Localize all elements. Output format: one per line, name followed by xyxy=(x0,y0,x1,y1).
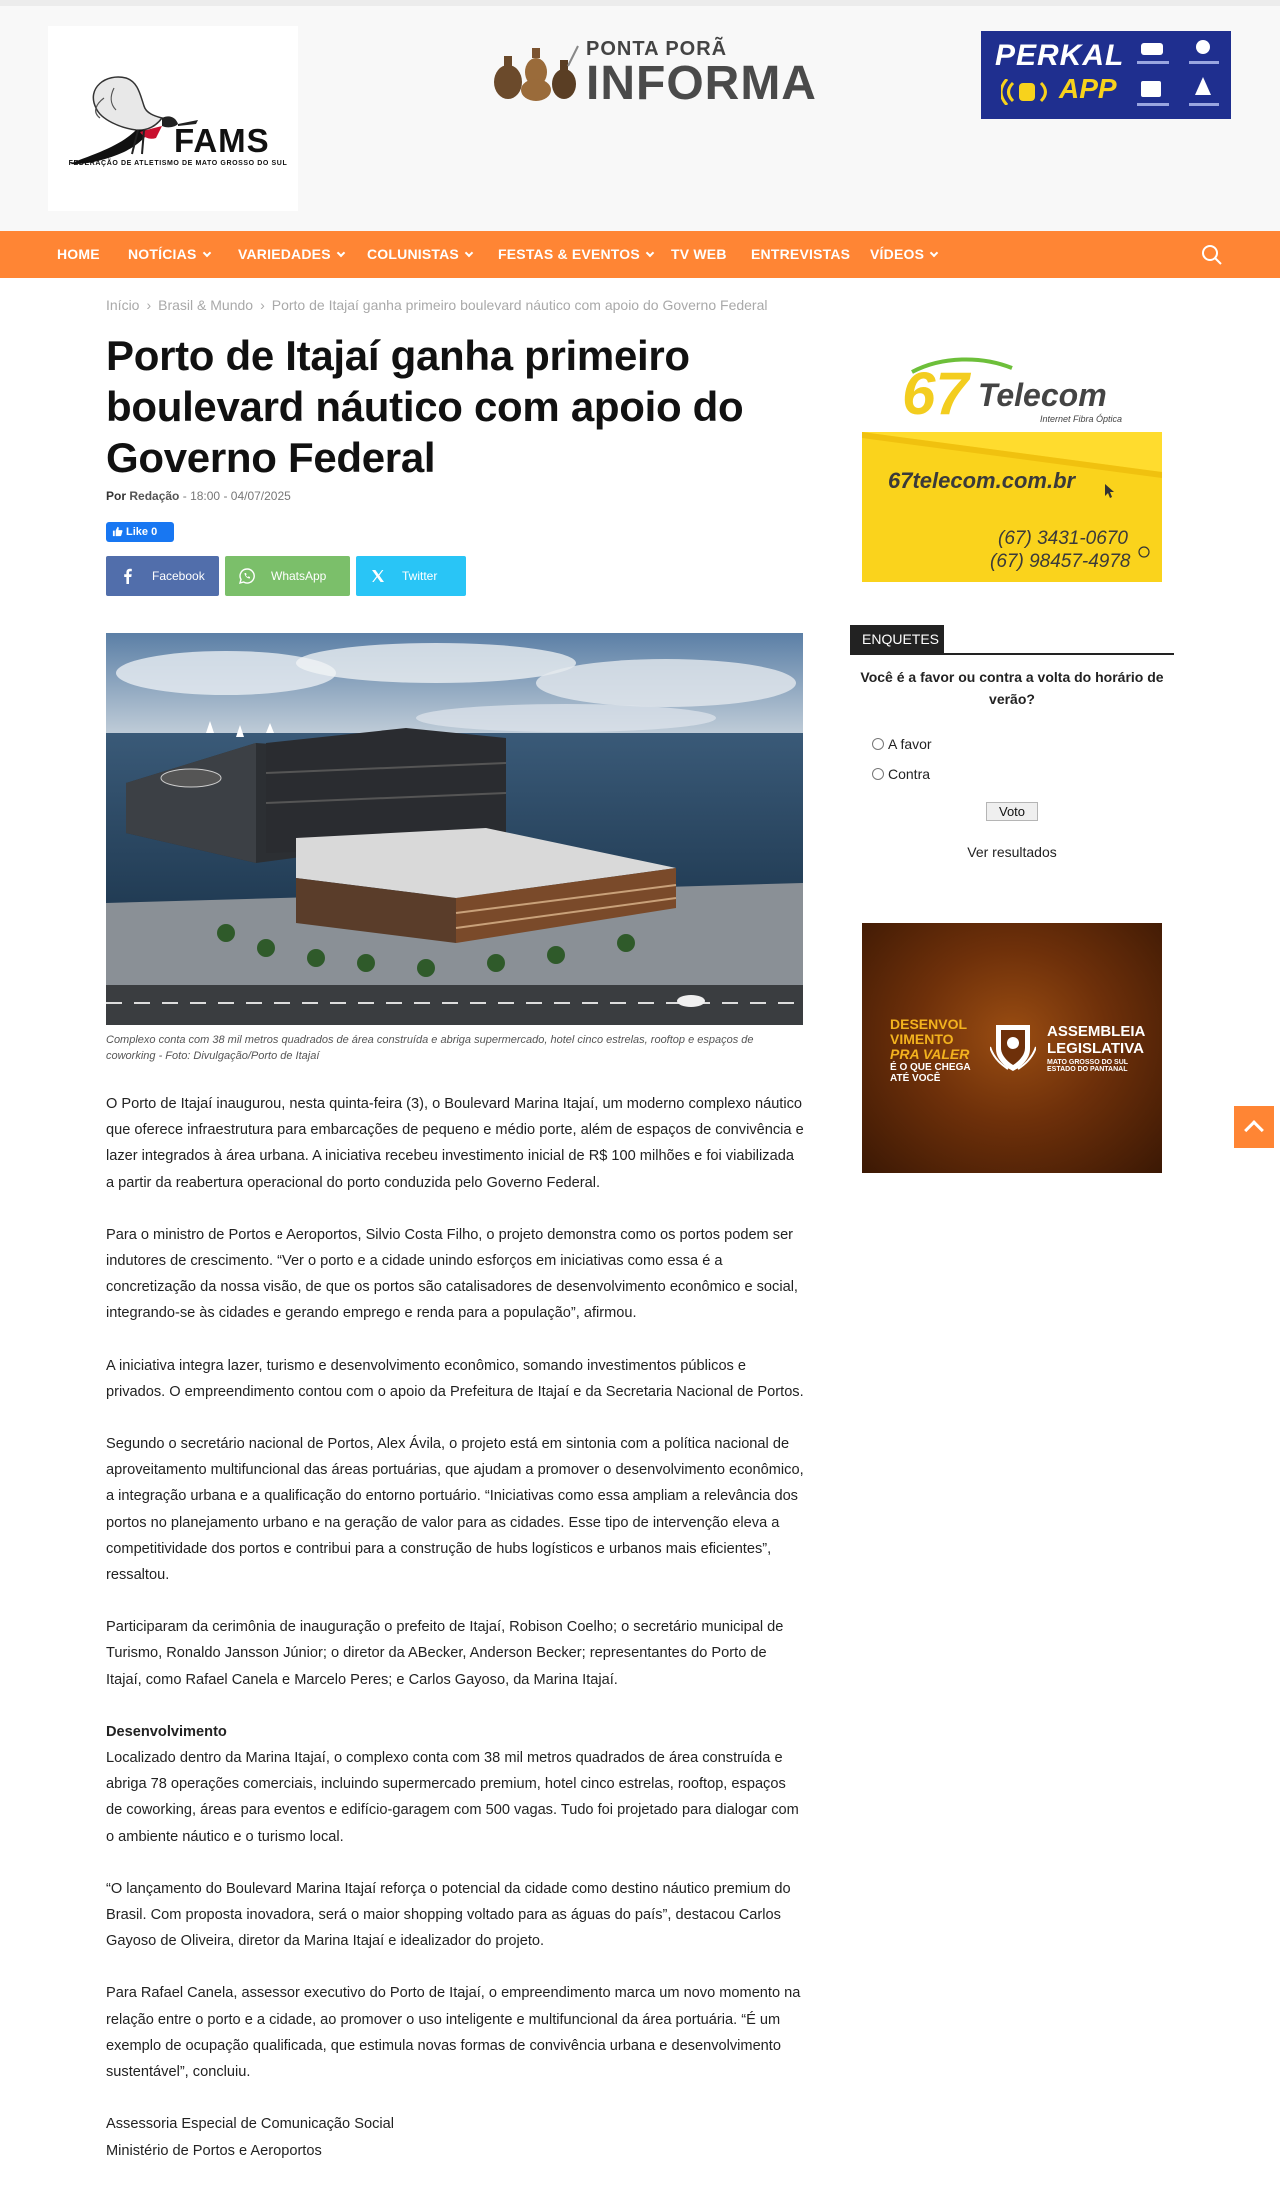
image-caption: Complexo conta com 38 mil metros quadrados de área construída e abriga supermercado, hotel cinco estrelas, rooftop e espaços de coworking - Foto: Divulgação/Porto de Itajaí xyxy=(106,1034,754,1062)
poll-option-contra[interactable] xyxy=(872,766,930,782)
chevron-down-icon xyxy=(465,249,473,257)
chevron-down-icon xyxy=(930,249,938,257)
poll-option-a-favor[interactable] xyxy=(872,736,932,752)
article-subheading: Desenvolvimento xyxy=(106,1723,227,1740)
poll-vote-button[interactable]: Voto xyxy=(986,802,1038,821)
telecom-tagline: Internet Fibra Óptica xyxy=(1040,414,1123,424)
nav-entrevistas[interactable] xyxy=(751,231,850,278)
share-twitter-label: Twitter xyxy=(402,569,438,583)
article-body xyxy=(106,1091,806,2164)
article-paragraph: “O lançamento do Boulevard Marina Itajaí reforça o potencial da cidade como destino náutico premium do Brasil. Com proposta inovadora, será o maior shopping voltado para as águas do país”, destacou Carlos Gayoso de Oliveira, diretor da Marina Itajaí e idealizador do projeto. xyxy=(106,1880,791,1950)
telecom-logo xyxy=(902,354,1132,430)
search-icon[interactable] xyxy=(1200,243,1224,267)
facebook-like-button[interactable] xyxy=(106,522,174,542)
nav-colunistas[interactable] xyxy=(367,231,472,278)
breadcrumb-category[interactable]: Brasil & Mundo xyxy=(158,297,254,313)
site-logo-top: PONTA PORÃ xyxy=(586,38,728,60)
back-to-top-button[interactable] xyxy=(1234,1106,1274,1148)
nav-entrevistas-label: ENTREVISTAS xyxy=(751,246,851,262)
breadcrumb-current: Porto de Itajaí ganha primeiro boulevard náutico com apoio do Governo Federal xyxy=(271,297,768,313)
whatsapp-icon xyxy=(239,568,255,584)
article-paragraph: Para o ministro de Portos e Aeroportos, Silvio Costa Filho, o projeto demonstra como os portos podem ser indutores de crescimento. “Ver o porto e a cidade unindo esforços em iniciativas como essa é a concretização da nossa visão, de que os portos são catalisadores de desenvolvimento econômico e social, integrando-se às cidades e gerando emprego e renda para a população”, afirmou. xyxy=(106,1226,798,1322)
assembleia-legislativa-ad[interactable] xyxy=(862,923,1162,1173)
article-title: Porto de Itajaí ganha primeiro boulevard náutico com apoio do Governo Federal xyxy=(106,332,744,481)
slogan-line-3: É O QUE CHEGA ATÉ VOCÊ xyxy=(890,1062,971,1084)
svg-text:67: 67 xyxy=(902,360,969,427)
breadcrumb xyxy=(106,297,768,313)
poll-divider xyxy=(850,653,1174,655)
article-paragraph: Participaram da cerimônia de inauguração o prefeito de Itajaí, Robison Coelho; o secretário municipal de Turismo, Ronaldo Jansson Júnior; o diretor da ABecker, Anderson Becker; representantes do Porto de Itajaí, como Rafael Canela e Marcelo Peres; e Carlos Gayoso, da Marina Itajaí. xyxy=(106,1619,784,1688)
assembleia-slogan xyxy=(890,1017,980,1084)
article-signature-line: Ministério de Portos e Aeroportos xyxy=(106,2142,322,2159)
like-count-label: Like 0 xyxy=(126,526,158,538)
nav-videos-label: VÍDEOS xyxy=(870,246,925,262)
nav-variedades-label: VARIEDADES xyxy=(238,246,331,262)
site-header xyxy=(0,6,1280,231)
fams-logo[interactable] xyxy=(48,26,298,211)
nav-festas-eventos-label: FESTAS & EVENTOS xyxy=(498,246,640,262)
share-whatsapp-label: WhatsApp xyxy=(271,569,327,583)
byline-prefix: Por xyxy=(106,489,127,503)
whatsapp-icon xyxy=(1138,546,1150,558)
assembleia-name xyxy=(1047,1023,1152,1073)
chevron-down-icon xyxy=(646,249,654,257)
article-paragraph: Localizado dentro da Marina Itajaí, o complexo conta com 38 mil metros quadrados de área construída e abriga 78 operações comerciais, incluindo supermercado premium, hotel cinco estrelas, rooftop, espaços de coworking, áreas para eventos e edifício-garagem com 500 vagas. Tudo foi projetado para dialogar com o ambiente náutico e o turismo local. xyxy=(106,1750,799,1845)
chevron-down-icon xyxy=(202,249,210,257)
telecom-phone-2: (67) 98457-4978 xyxy=(990,551,1131,572)
telecom-contact-panel xyxy=(862,432,1162,582)
app-features-icon xyxy=(1131,37,1227,115)
share-facebook-button[interactable] xyxy=(106,556,219,596)
x-twitter-icon xyxy=(370,568,386,584)
site-logo[interactable] xyxy=(486,36,817,110)
main-nav xyxy=(0,231,1280,278)
share-twitter-button[interactable] xyxy=(356,556,466,596)
nav-noticias[interactable] xyxy=(128,231,210,278)
nav-tv-web[interactable] xyxy=(671,231,727,278)
nav-variedades[interactable] xyxy=(238,231,344,278)
article-paragraph: O Porto de Itajaí inaugurou, nesta quinta-feira (3), o Boulevard Marina Itajaí, um moderno complexo náutico que oferece infraestrutura para embarcações de pequeno e médio porte, além de espaços de convivência e lazer integrados à área urbana. A iniciativa recebeu investimento inicial de R$ 100 milhões e foi viabilizada a partir da reabertura operacional do porto conduzida pelo Governo Federal. xyxy=(106,1096,804,1191)
signal-waves-icon xyxy=(1001,79,1057,105)
article-paragraph: A iniciativa integra lazer, turismo e desenvolvimento econômico, somando investimentos públicos e privados. O empreendimento contou com o apoio da Prefeitura de Itajaí e da Secretaria Nacional de Portos. xyxy=(106,1357,804,1400)
state-seal-icon xyxy=(990,1019,1036,1075)
fams-wordmark: FAMS xyxy=(174,122,270,159)
nav-tv-web-label: TV WEB xyxy=(671,246,727,262)
cursor-click-icon xyxy=(1102,482,1118,500)
slogan-line-2: PRA VALER xyxy=(890,1046,970,1062)
nav-home[interactable] xyxy=(57,231,100,278)
chevron-up-icon xyxy=(1244,1120,1264,1140)
perkal-app-ad[interactable] xyxy=(981,31,1231,119)
poll-tab: ENQUETES xyxy=(850,625,944,654)
nav-noticias-label: NOTÍCIAS xyxy=(128,246,197,262)
article-meta xyxy=(106,489,291,503)
publish-date: 18:00 - 04/07/2025 xyxy=(190,489,291,503)
article-paragraph: Para Rafael Canela, assessor executivo do Porto de Itajaí, o empreendimento marca um novo momento na relação entre o porto e a cidade, ao promover o uso inteligente e multifuncional da área portuária. “É um exemplo de ocupação qualificada, que estimula novas formas de convivência urbana e desenvolvimento sustentável”, concluiu. xyxy=(106,1985,801,2081)
telecom-brand: Telecom xyxy=(978,377,1107,413)
thumbs-up-icon xyxy=(112,526,123,537)
fams-subtitle: FEDERAÇÃO DE ATLETISMO DE MATO GROSSO DO SUL xyxy=(68,160,288,167)
article-paragraph: Segundo o secretário nacional de Portos, Alex Ávila, o projeto está em sintonia com a política nacional de aproveitamento multifuncional das áreas portuárias, que ajudam a promover o desenvolvimento econômico, a integração urbana e a qualificação do entorno portuário. “Iniciativas como essa ampliam a relevância dos portos no planejamento urbano e na geração de valor para as cidades. Esse tipo de intervenção eleva a competitividade dos portos e contribui para a construção de hubs logísticos e urbanos mais eficientes”, ressaltou. xyxy=(106,1436,804,1584)
facebook-icon xyxy=(120,568,136,584)
poll-option-label: A favor xyxy=(888,736,932,752)
article-signature-line: Assessoria Especial de Comunicação Social xyxy=(106,2116,394,2133)
telecom-phone-1: (67) 3431-0670 xyxy=(998,528,1128,549)
article-hero-image[interactable] xyxy=(106,633,803,1025)
site-logo-main: INFORMA xyxy=(586,57,817,110)
poll-option-label: Contra xyxy=(888,766,931,782)
assembleia-subtitle: MATO GROSSO DO SUL ESTADO DO PANTANAL xyxy=(1047,1059,1128,1073)
meta-dash: - xyxy=(182,489,187,503)
share-facebook-label: Facebook xyxy=(152,569,205,583)
breadcrumb-separator: › xyxy=(260,297,265,313)
breadcrumb-home[interactable]: Início xyxy=(106,297,140,313)
chevron-down-icon xyxy=(337,249,345,257)
share-whatsapp-button[interactable] xyxy=(225,556,350,596)
nav-festas-eventos[interactable] xyxy=(498,231,653,278)
author-link[interactable]: Redação xyxy=(129,489,180,503)
telecom-url: 67telecom.com.br xyxy=(888,468,1076,493)
radio-button[interactable] xyxy=(872,768,884,780)
nav-home-label: HOME xyxy=(57,246,100,262)
poll-results-link[interactable]: Ver resultados xyxy=(967,844,1057,860)
poll-question: Você é a favor ou contra a volta do horário de verão? xyxy=(860,669,1164,707)
nav-videos[interactable] xyxy=(870,231,937,278)
perkal-name: PERKAL xyxy=(995,39,1125,72)
assembleia-title: ASSEMBLEIA LEGISLATIVA xyxy=(1047,1023,1145,1057)
boulevard-render-image xyxy=(106,633,803,1025)
radio-button[interactable] xyxy=(872,738,884,750)
slogan-line-1: DESENVOL VIMENTO xyxy=(890,1016,967,1047)
nav-colunistas-label: COLUNISTAS xyxy=(367,246,459,262)
telecom-ad[interactable] xyxy=(862,340,1162,582)
perkal-app-label: APP xyxy=(1059,73,1117,104)
breadcrumb-separator: › xyxy=(146,297,152,313)
gourd-icon xyxy=(486,42,581,102)
